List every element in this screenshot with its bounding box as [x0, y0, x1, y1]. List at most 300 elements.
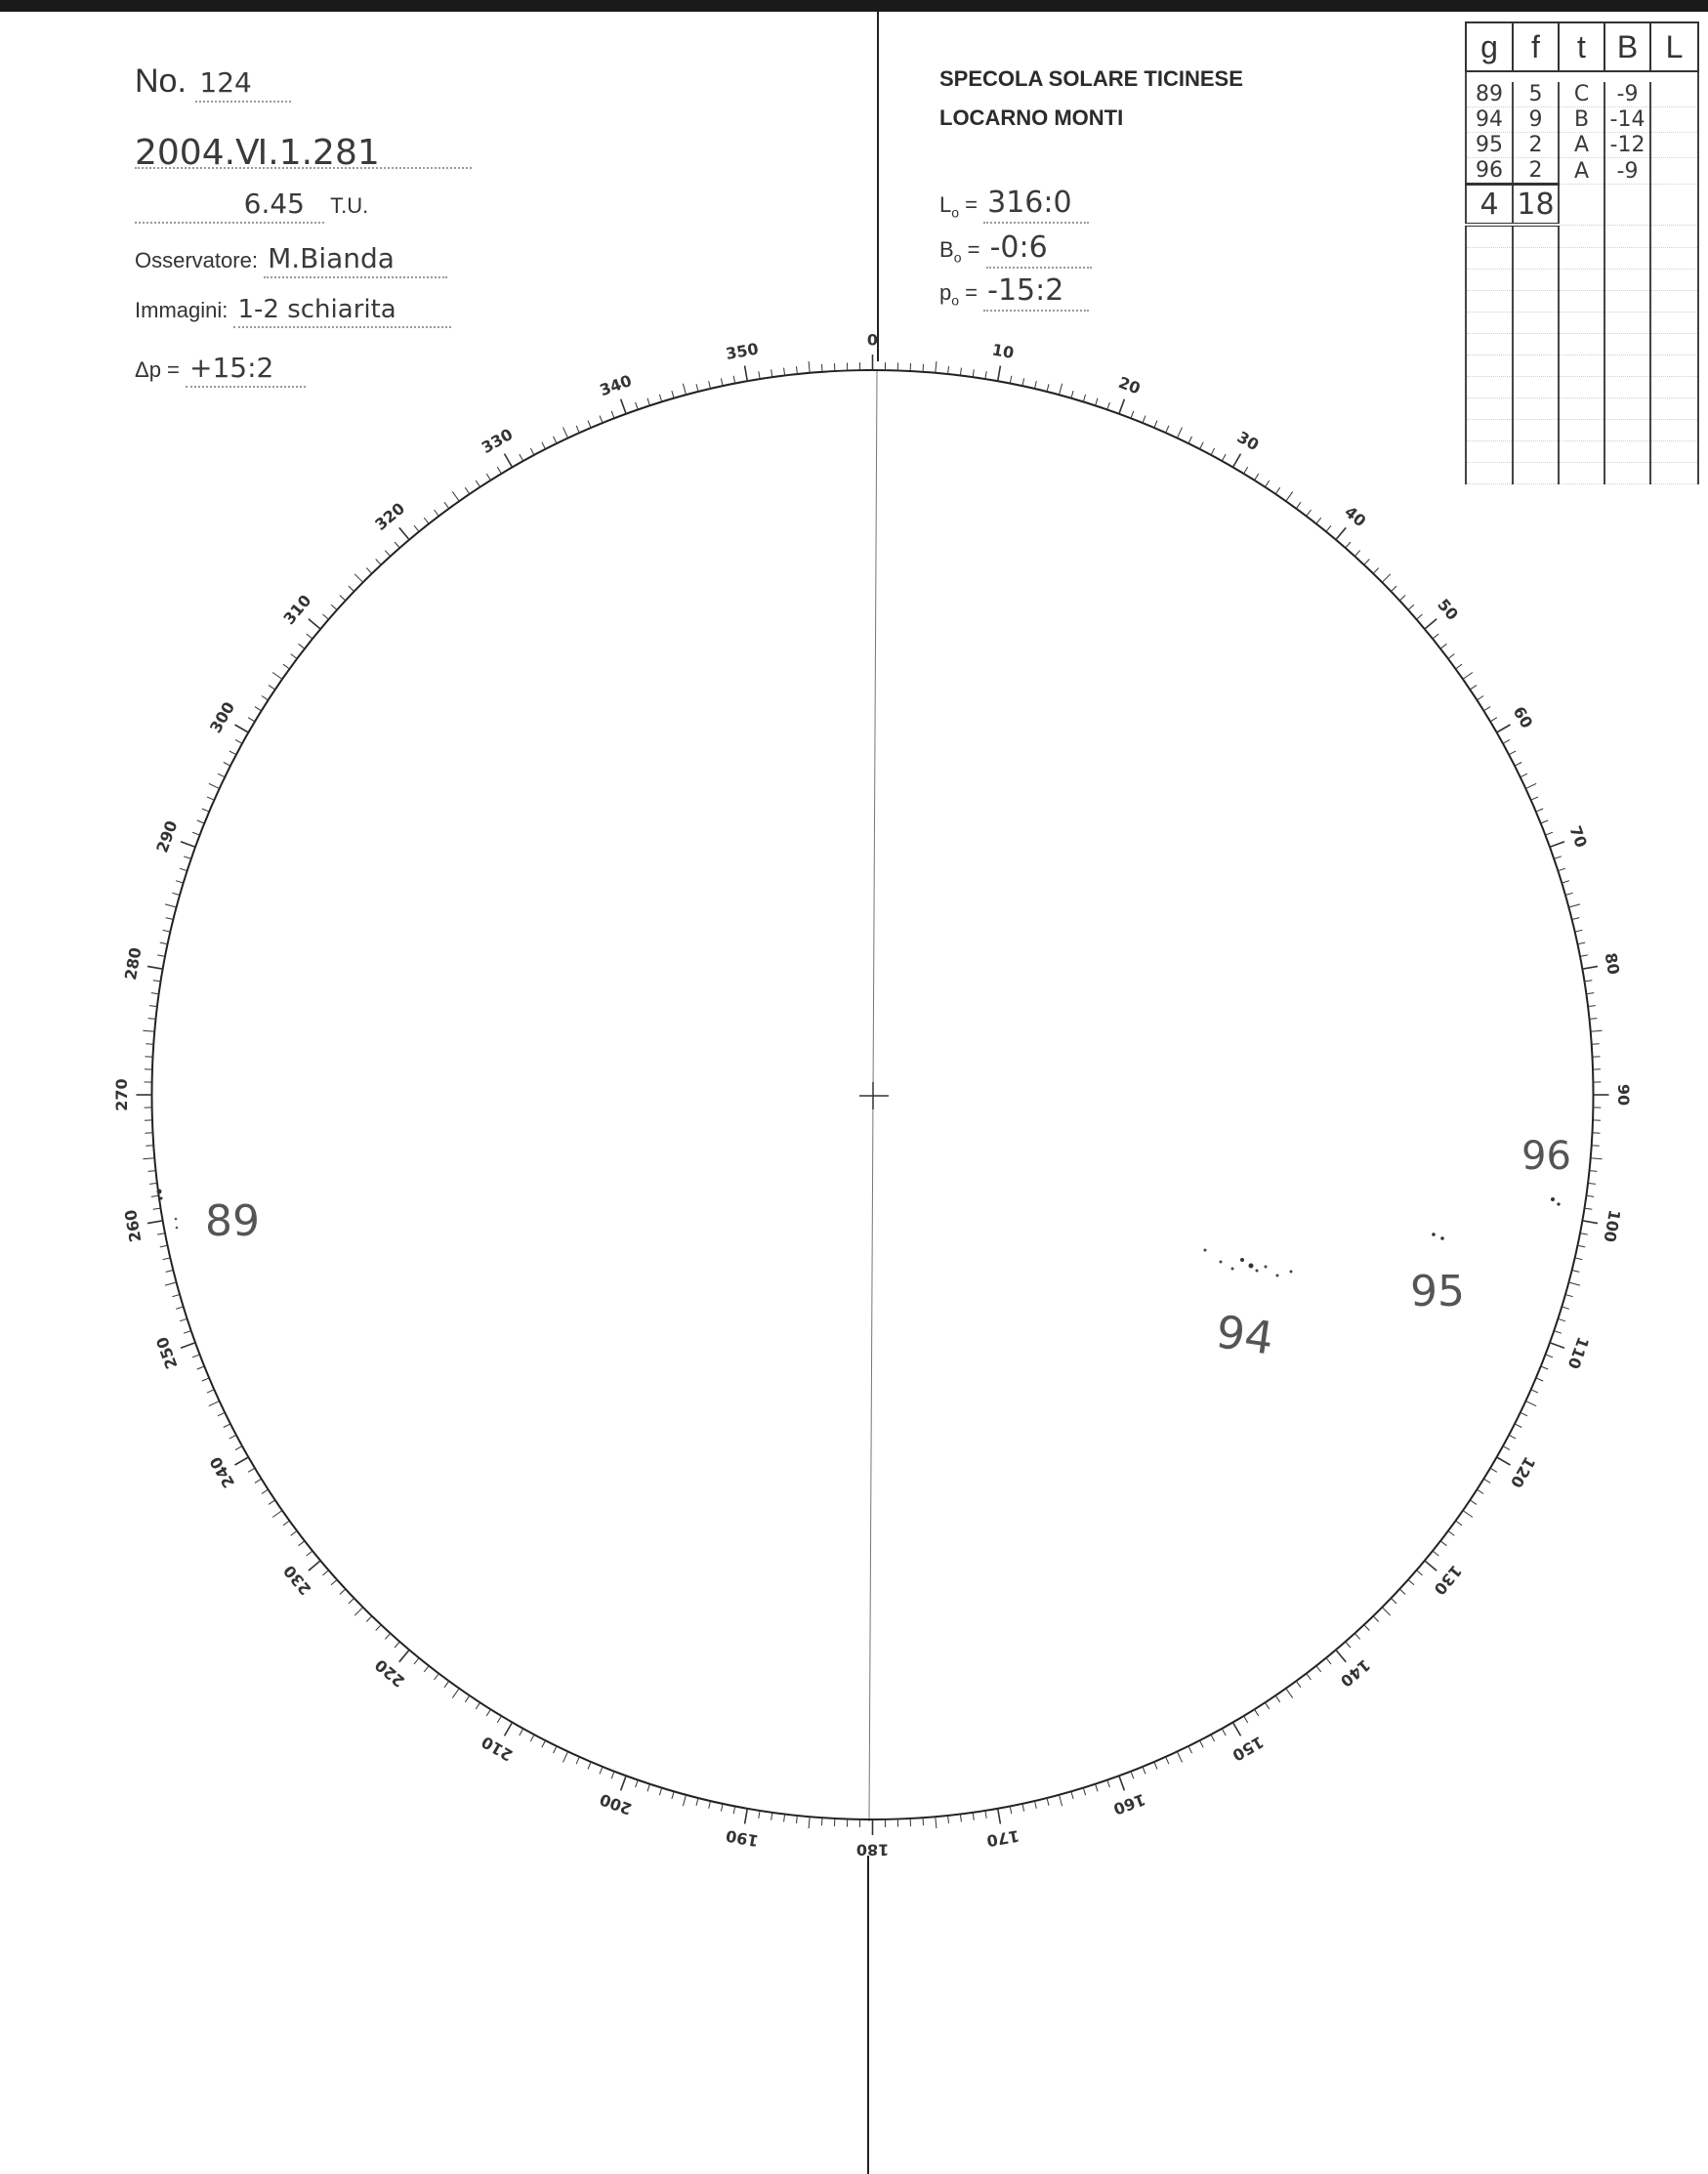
degree-tick — [309, 619, 320, 629]
degree-tick — [1346, 542, 1351, 548]
b0-value: -0:6 — [986, 230, 1092, 269]
number-value: 124 — [195, 66, 291, 103]
degree-tick — [1417, 614, 1423, 619]
degree-tick — [149, 1006, 157, 1007]
degree-tick — [696, 384, 698, 392]
degree-tick — [1255, 474, 1259, 481]
degree-tick — [1572, 1271, 1580, 1273]
degree-tick — [1296, 502, 1301, 509]
degree-tick — [1399, 1589, 1405, 1595]
l0-label: L — [939, 192, 952, 217]
degree-tick — [784, 1815, 785, 1822]
degree-label: 270 — [112, 1078, 131, 1111]
header-b: B — [1604, 22, 1650, 71]
degree-tick — [209, 783, 220, 788]
spot — [1551, 1197, 1555, 1201]
degree-tick — [696, 1798, 698, 1806]
cell-f: 2 — [1513, 133, 1559, 158]
degree-tick — [1154, 421, 1157, 428]
degree-tick — [1546, 832, 1554, 835]
degree-tick — [1425, 1561, 1437, 1570]
header-l: L — [1650, 22, 1698, 71]
degree-tick — [180, 1318, 187, 1321]
degree-tick — [1531, 1390, 1538, 1393]
time-unit: T.U. — [330, 193, 369, 218]
degree-tick — [1035, 1801, 1037, 1809]
degree-tick — [759, 1811, 760, 1819]
institution-name: SPECOLA SOLARE TICINESE — [939, 66, 1243, 91]
degree-label: 170 — [984, 1826, 1021, 1851]
degree-tick — [1047, 384, 1049, 392]
degree-tick — [497, 1716, 501, 1723]
degree-label: 190 — [724, 1826, 761, 1851]
institution-location: LOCARNO MONTI — [939, 105, 1124, 130]
degree-tick — [1425, 619, 1437, 629]
spot — [1231, 1268, 1234, 1271]
spot — [1240, 1258, 1244, 1262]
degree-tick — [1200, 1740, 1204, 1747]
degree-tick — [376, 1625, 382, 1631]
degree-tick — [600, 416, 603, 423]
degree-tick — [307, 1551, 312, 1556]
degree-label: 80 — [1601, 951, 1624, 977]
degree-tick — [1275, 487, 1280, 494]
degree-tick — [435, 510, 439, 516]
degree-tick — [476, 481, 479, 487]
degree-tick — [1470, 1500, 1477, 1505]
degree-label: 60 — [1509, 703, 1537, 732]
degree-tick — [1336, 1650, 1346, 1661]
degree-tick — [1222, 1729, 1226, 1735]
degree-tick — [1233, 1723, 1241, 1736]
degree-tick — [647, 398, 649, 406]
cell-t: A — [1559, 133, 1604, 158]
degree-tick — [1265, 481, 1269, 487]
degree-tick — [1364, 1625, 1370, 1631]
degree-tick — [414, 525, 419, 531]
degree-label: 110 — [1563, 1334, 1593, 1372]
degree-tick — [1582, 966, 1598, 969]
spot — [1276, 1275, 1279, 1277]
degree-tick — [1326, 1658, 1331, 1664]
cell-g: 89 — [1466, 82, 1513, 107]
degree-label: 200 — [597, 1789, 635, 1819]
degree-tick — [1509, 1435, 1516, 1439]
degree-tick — [146, 1057, 153, 1058]
degree-tick — [452, 1689, 459, 1698]
group-label-89: 89 — [205, 1196, 260, 1246]
degree-tick — [923, 364, 924, 372]
degree-tick — [424, 518, 429, 523]
degree-tick — [1131, 1772, 1134, 1779]
l0-field: $L_o$ = 316:0 — [939, 186, 1089, 224]
degree-tick — [588, 421, 591, 428]
degree-tick — [143, 1030, 154, 1031]
degree-tick — [1590, 1171, 1598, 1172]
degree-tick — [224, 763, 230, 767]
degree-tick — [307, 634, 312, 639]
degree-label: 240 — [205, 1453, 239, 1491]
degree-tick — [745, 366, 748, 382]
degree-tick — [486, 1709, 490, 1716]
degree-label: 130 — [1430, 1561, 1466, 1599]
degree-tick — [1541, 1366, 1548, 1369]
degree-label: 20 — [1115, 372, 1144, 398]
degree-tick — [1525, 1401, 1536, 1406]
degree-tick — [822, 1818, 823, 1825]
degree-tick — [165, 904, 177, 907]
degree-tick — [1166, 1757, 1169, 1764]
degree-tick — [563, 428, 568, 439]
degree-tick — [1562, 881, 1569, 883]
degree-tick — [672, 391, 674, 398]
degree-tick — [235, 725, 249, 732]
degree-tick — [600, 1767, 603, 1774]
degree-tick — [1354, 551, 1359, 557]
degree-label: 140 — [1336, 1655, 1374, 1692]
degree-tick — [148, 1019, 156, 1020]
degree-label: 50 — [1434, 595, 1462, 624]
degree-tick — [784, 368, 785, 376]
degree-tick — [1580, 1233, 1588, 1235]
degree-tick — [1592, 1146, 1600, 1147]
degree-tick — [563, 1752, 568, 1763]
degree-tick — [1391, 1598, 1396, 1604]
degree-tick — [973, 369, 974, 377]
degree-tick — [621, 399, 627, 414]
degree-tick — [486, 474, 490, 481]
degree-tick — [1503, 1446, 1510, 1450]
observer-value: M.Bianda — [264, 242, 447, 278]
degree-tick — [181, 1343, 195, 1349]
degree-tick — [1143, 416, 1146, 423]
degree-tick — [1188, 437, 1192, 443]
degree-tick — [497, 467, 501, 474]
degree-tick — [1255, 1709, 1259, 1716]
degree-tick — [1010, 1806, 1012, 1814]
degree-tick — [207, 1390, 214, 1393]
degree-tick — [151, 1195, 159, 1196]
degree-tick — [218, 773, 225, 777]
degree-tick — [1265, 1702, 1269, 1709]
degree-label: 210 — [478, 1732, 517, 1766]
header-t: t — [1559, 22, 1604, 71]
degree-tick — [166, 918, 174, 920]
degree-tick — [1233, 454, 1241, 468]
degree-tick — [435, 1674, 439, 1680]
degree-tick — [376, 560, 382, 565]
degree-tick — [172, 1295, 180, 1297]
p0-label: p — [939, 280, 952, 305]
degree-tick — [1107, 402, 1110, 410]
degree-tick — [1275, 1695, 1280, 1702]
degree-tick — [659, 395, 661, 402]
degree-tick — [1580, 955, 1588, 957]
degree-tick — [936, 361, 937, 373]
degree-tick — [283, 1521, 289, 1526]
degree-tick — [1316, 518, 1321, 523]
degree-tick — [176, 1307, 184, 1309]
degree-tick — [1593, 1133, 1601, 1134]
degree-tick — [323, 614, 329, 619]
spot — [1265, 1266, 1268, 1269]
degree-tick — [444, 1681, 449, 1688]
degree-tick — [385, 1633, 390, 1639]
b0-subscript: o — [953, 249, 962, 266]
degree-tick — [180, 868, 187, 871]
degree-tick — [1448, 1531, 1454, 1536]
degree-tick — [1326, 525, 1331, 531]
degree-tick — [291, 654, 297, 659]
degree-tick — [588, 1762, 591, 1769]
degree-tick — [1550, 1343, 1564, 1349]
cell-b: -9 — [1604, 158, 1650, 185]
spot — [1557, 1202, 1560, 1205]
degree-tick — [1071, 1791, 1073, 1799]
degree-tick — [936, 1817, 937, 1828]
degree-tick — [272, 673, 282, 680]
degree-label: 70 — [1565, 822, 1591, 851]
degree-tick — [1433, 1551, 1438, 1556]
degree-tick — [1440, 644, 1446, 648]
degree-tick — [1577, 1245, 1585, 1247]
degree-tick — [771, 1813, 772, 1820]
sunspot-group-96 — [1551, 1197, 1561, 1206]
degree-tick — [745, 1809, 748, 1824]
degree-label: 230 — [279, 1561, 315, 1599]
degree-tick — [340, 596, 346, 602]
degree-tick — [1470, 686, 1477, 690]
degree-tick — [235, 1457, 249, 1465]
degree-tick — [444, 502, 449, 509]
degree-tick — [1558, 868, 1565, 871]
degree-tick — [611, 411, 614, 419]
degree-tick — [1497, 1457, 1511, 1465]
degree-tick — [424, 1666, 429, 1672]
degree-tick — [733, 376, 735, 384]
degree-tick — [1531, 797, 1538, 800]
degree-tick — [366, 1616, 372, 1622]
p0-value: -15:2 — [983, 273, 1089, 312]
degree-tick — [1408, 605, 1414, 609]
degree-tick — [414, 1658, 419, 1664]
cell-g: 96 — [1466, 158, 1513, 185]
degree-tick — [1083, 395, 1085, 402]
total-groups: 4 — [1466, 185, 1513, 226]
degree-label: 0 — [866, 330, 879, 350]
degree-tick — [1490, 718, 1497, 722]
degree-tick — [1456, 664, 1462, 669]
degree-tick — [809, 1817, 810, 1828]
degree-tick — [1584, 981, 1592, 982]
degree-tick — [248, 718, 255, 722]
degree-tick — [1536, 809, 1543, 812]
degree-tick — [299, 644, 305, 648]
degree-tick — [1096, 398, 1098, 406]
degree-tick — [1592, 1044, 1600, 1045]
degree-tick — [576, 426, 579, 433]
degree-tick — [1440, 1541, 1446, 1546]
degree-tick — [1060, 1795, 1062, 1807]
spot — [1256, 1270, 1259, 1273]
degree-tick — [1503, 739, 1510, 743]
degree-label: 290 — [152, 817, 182, 856]
degree-tick — [721, 1804, 723, 1812]
degree-tick — [1047, 1798, 1049, 1806]
degree-tick — [1244, 467, 1248, 474]
degree-tick — [1222, 454, 1226, 461]
degree-tick — [505, 454, 513, 468]
degree-tick — [1565, 893, 1573, 895]
degree-tick — [1550, 842, 1564, 848]
degree-tick — [998, 366, 1001, 382]
degree-tick — [1588, 1183, 1596, 1184]
degree-tick — [349, 586, 354, 592]
degree-tick — [1568, 904, 1580, 907]
degree-tick — [172, 893, 180, 895]
images-value: 1-2 schiarita — [233, 295, 451, 328]
degree-tick — [309, 1561, 320, 1570]
degree-tick — [1483, 1479, 1490, 1483]
degree-tick — [576, 1757, 579, 1764]
degree-tick — [248, 1468, 255, 1472]
degree-tick — [1382, 574, 1391, 583]
degree-tick — [192, 1355, 200, 1358]
degree-tick — [149, 1183, 157, 1184]
degree-tick — [636, 402, 639, 410]
degree-tick — [163, 1258, 171, 1260]
degree-tick — [542, 442, 546, 449]
degree-tick — [224, 1424, 230, 1428]
degree-label: 320 — [371, 498, 409, 534]
degree-label: 330 — [478, 424, 517, 458]
degree-tick — [1346, 1642, 1351, 1648]
degree-tick — [465, 1695, 470, 1702]
degree-tick — [340, 1589, 346, 1595]
degree-tick — [1490, 1468, 1497, 1472]
degree-tick — [157, 955, 165, 957]
degree-tick — [1558, 1318, 1565, 1321]
degree-tick — [1119, 399, 1125, 414]
degree-tick — [349, 1598, 354, 1604]
delta-p-label: Δp = — [135, 357, 180, 382]
header-f: f — [1513, 22, 1559, 71]
degree-tick — [1515, 1424, 1521, 1428]
degree-tick — [505, 1723, 513, 1736]
degree-tick — [797, 1816, 798, 1823]
degree-tick — [542, 1740, 546, 1747]
degree-tick — [1417, 1570, 1423, 1575]
degree-tick — [323, 1570, 329, 1575]
degree-tick — [973, 1813, 974, 1820]
spot — [175, 1218, 178, 1221]
sunspot-group-94 — [1204, 1249, 1293, 1277]
cell-f: 2 — [1513, 158, 1559, 185]
degree-tick — [147, 1221, 163, 1224]
p0-field: $p_o$ = -15:2 — [939, 273, 1089, 312]
time-value: 6.45 — [135, 188, 324, 224]
degree-tick — [1477, 1489, 1483, 1493]
degree-tick — [269, 1500, 275, 1505]
degree-tick — [160, 1245, 168, 1247]
degree-tick — [797, 366, 798, 374]
degree-tick — [399, 1650, 409, 1661]
l0-subscript: o — [951, 204, 960, 221]
degree-tick — [218, 1412, 225, 1416]
degree-tick — [1554, 1331, 1562, 1334]
cell-t: C — [1559, 82, 1604, 107]
degree-tick — [1354, 1633, 1359, 1639]
cell-t: A — [1559, 158, 1604, 185]
degree-tick — [809, 361, 810, 373]
degree-tick — [1521, 773, 1527, 777]
degree-tick — [299, 1541, 305, 1546]
degree-tick — [636, 1780, 639, 1788]
degree-tick — [683, 384, 686, 396]
degree-tick — [184, 857, 191, 859]
degree-tick — [1477, 696, 1483, 700]
degree-tick — [283, 664, 289, 669]
degree-label: 180 — [855, 1840, 890, 1860]
observer-label: Osservatore: — [135, 248, 258, 272]
degree-label: 280 — [120, 945, 146, 982]
degree-tick — [1307, 1674, 1312, 1680]
images-label: Immagini: — [135, 298, 229, 322]
degree-tick — [262, 1489, 269, 1493]
degree-tick — [1188, 1746, 1192, 1753]
degree-tick — [176, 881, 184, 883]
degree-label: 90 — [1614, 1083, 1633, 1107]
degree-tick — [229, 1435, 236, 1439]
degree-tick — [1541, 820, 1548, 823]
degree-tick — [985, 371, 986, 379]
degree-tick — [165, 1282, 177, 1285]
degree-tick — [181, 842, 195, 848]
degree-tick — [1200, 442, 1204, 449]
total-spots: 18 — [1513, 185, 1559, 226]
degree-tick — [157, 1233, 165, 1235]
degree-tick — [1536, 1378, 1543, 1381]
degree-tick — [923, 1818, 924, 1825]
degree-tick — [476, 1702, 479, 1709]
l0-value: 316:0 — [983, 186, 1089, 224]
group-label-96: 96 — [1521, 1134, 1571, 1179]
degree-tick — [1515, 763, 1521, 767]
degree-tick — [1588, 1006, 1596, 1007]
delta-p-value: +15:2 — [186, 352, 306, 388]
degree-tick — [1166, 426, 1169, 433]
degree-label: 260 — [120, 1208, 146, 1244]
degree-tick — [395, 542, 399, 548]
cell-f: 5 — [1513, 82, 1559, 107]
degree-tick — [530, 1735, 534, 1741]
degree-tick — [948, 366, 949, 374]
degree-tick — [269, 686, 275, 690]
degree-tick — [395, 1642, 399, 1648]
degree-tick — [1177, 1752, 1182, 1763]
degree-tick — [672, 1791, 674, 1799]
degree-tick — [452, 491, 459, 501]
degree-label: 160 — [1110, 1789, 1148, 1819]
number-label: No. — [135, 63, 187, 100]
degree-tick — [272, 1511, 282, 1518]
degree-tick — [1575, 1258, 1583, 1260]
degree-label: 350 — [724, 339, 761, 363]
degree-tick — [1373, 1616, 1379, 1622]
degree-tick — [1448, 654, 1454, 659]
degree-tick — [385, 551, 390, 557]
degree-tick — [235, 739, 242, 743]
